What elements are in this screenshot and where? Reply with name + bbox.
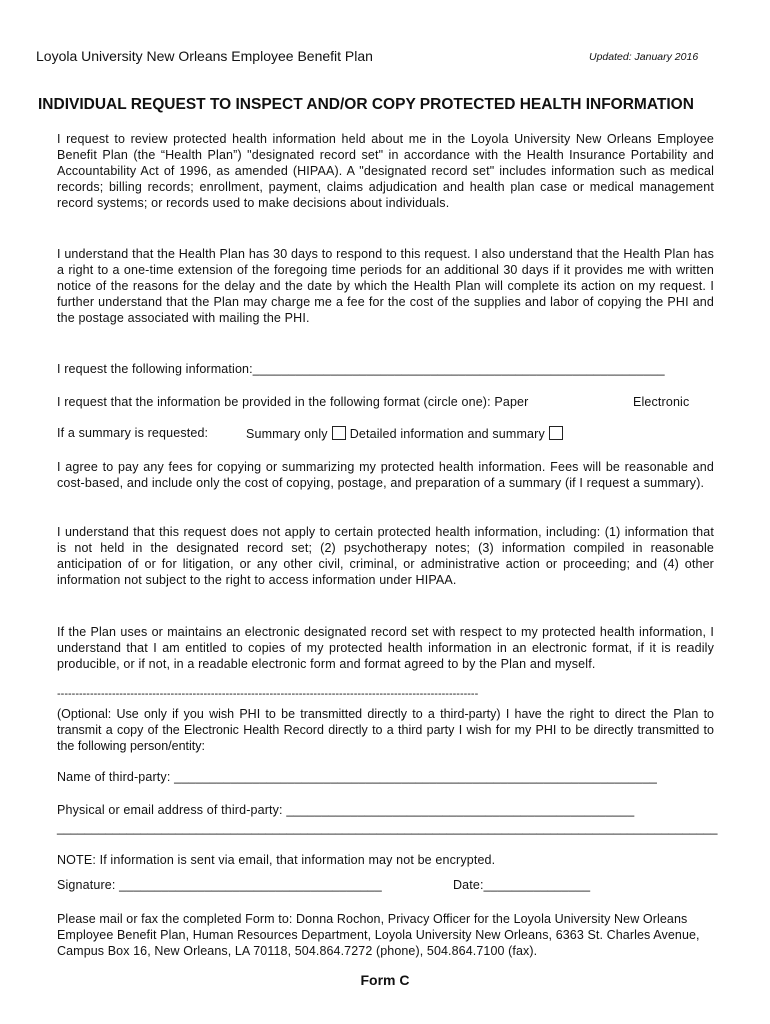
section-divider: ------------------------------------------------------------------------------------------------------------------- bbox=[57, 688, 479, 700]
third-party-address-label: Physical or email address of third-party: bbox=[57, 803, 283, 817]
summary-only-label: Summary only bbox=[246, 427, 328, 441]
form-label: Form C bbox=[360, 972, 410, 988]
electronic-copy-paragraph: If the Plan uses or maintains an electronic designated record set with respect to my protected health information, I understand that I am entitled to copies of my protected health information in an electronic format, if it is readily producible, or if not, in a readable electronic form and format agreed to by the Plan and myself. bbox=[57, 625, 714, 671]
date-line bbox=[453, 878, 590, 892]
requested-info-line bbox=[57, 362, 665, 376]
detailed-summary-checkbox[interactable] bbox=[549, 426, 563, 440]
format-line bbox=[57, 395, 528, 409]
date-field[interactable]: _______________ bbox=[483, 878, 591, 892]
form-title: INDIVIDUAL REQUEST TO INSPECT AND/OR COPY PROTECTED HEALTH INFORMATION bbox=[38, 96, 694, 113]
response-time-paragraph: I understand that the Health Plan has 30 days to respond to this request. I also understand that the Health Plan has a right to a one-time extension of the foregoing time periods for an additional 30 days if it provides me with written notice of the reasons for the delay and the date by which the Health Plan will complete its action on my request. I further understand that the Plan may charge me a fee for the cost of the supplies and labor of copying the PHI and the postage associated with mailing the PHI. bbox=[57, 247, 714, 325]
signature-field[interactable]: _____________________________________ bbox=[119, 878, 382, 892]
third-party-address-field[interactable]: _________________________________________________ bbox=[286, 803, 635, 817]
encryption-note: NOTE: If information is sent via email, that information may not be encrypted. bbox=[57, 853, 496, 867]
summary-line bbox=[57, 426, 208, 440]
header-plan-name: Loyola University New Orleans Employee Benefit Plan bbox=[36, 48, 373, 64]
date-label: Date: bbox=[453, 878, 484, 892]
header-updated-date: Updated: January 2016 bbox=[589, 51, 699, 63]
third-party-name-label: Name of third-party: bbox=[57, 770, 171, 784]
requested-info-label: I request the following information: bbox=[57, 362, 253, 376]
fees-paragraph: I agree to pay any fees for copying or summarizing my protected health information. Fees will be reasonable and cost-based, and include only the cost of copying, postage, and preparation of a summary (if I request a summary). bbox=[57, 460, 714, 490]
format-label: I request that the information be provided in the following format (circle one): Paper bbox=[57, 395, 529, 409]
detailed-summary-label: Detailed information and summary bbox=[349, 427, 545, 441]
exclusions-paragraph: I understand that this request does not apply to certain protected health information, including: (1) information that is not held in the designated record set; (2) psychotherapy notes; (3) information compiled in reasonable anticipation of or for litigation, or any other civil, criminal, or administrative action or proceeding; and (4) other information not subject to the right to access information under HIPAA. bbox=[57, 525, 714, 587]
third-party-paragraph: (Optional: Use only if you wish PHI to be transmitted directly to a third-party) I have the right to direct the Plan to transmit a copy of the Electronic Health Record directly to a third party I wish for my PHI to be directly transmitted to the following person/entity: bbox=[57, 707, 714, 753]
format-option-electronic[interactable]: Electronic bbox=[633, 395, 690, 409]
third-party-address-line bbox=[57, 803, 634, 817]
signature-label: Signature: bbox=[57, 878, 116, 892]
third-party-address-field-2[interactable]: _______________________________________________________________________________________________ bbox=[57, 821, 718, 835]
third-party-name-field[interactable]: ____________________________________________________________________ bbox=[174, 770, 658, 784]
mailing-instructions: Please mail or fax the completed Form to: Donna Rochon, Privacy Officer for the Loyola University New Orleans Employee Benefit Plan, Human Resources Department, Loyola University New Orleans, 6363 St. Charles Avenue, Campus Box 16, New Orleans, LA 70118, 504.864.7272 (phone), 504.864.7100 (fax). bbox=[57, 912, 700, 958]
summary-options bbox=[246, 426, 567, 441]
intro-paragraph: I request to review protected health information held about me in the Loyola University New Orleans Employee Benefit Plan (the “Health Plan”) "designated record set" in accordance with the Health Insurance Portability and Accountability Act of 1996, as amended (HIPAA). A "designated record set" includes information such as medical records; billing records; enrollment, payment, claims adjudication and health plan case or medical management record systems; or records used to make decisions about individuals. bbox=[57, 132, 714, 210]
summary-label: If a summary is requested: bbox=[57, 426, 209, 440]
requested-info-field[interactable]: __________________________________________________________ bbox=[252, 362, 665, 376]
third-party-name-line bbox=[57, 770, 657, 784]
signature-line bbox=[57, 878, 382, 892]
summary-only-checkbox[interactable] bbox=[332, 426, 346, 440]
